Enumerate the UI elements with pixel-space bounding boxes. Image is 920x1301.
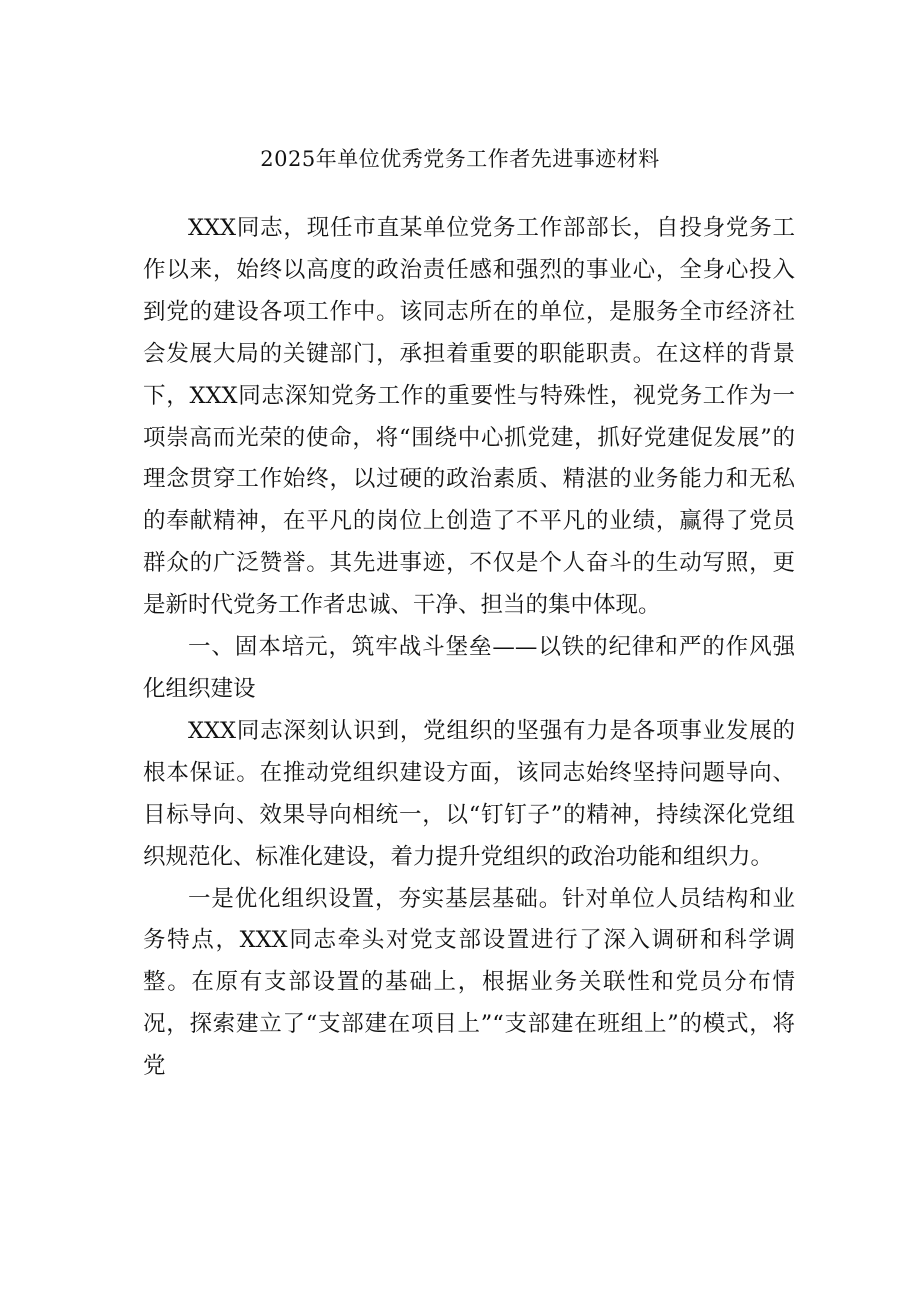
paragraph-section-1: XXX同志深刻认识到，党组织的坚强有力是各项事业发展的根本保证。在推动党组织建设方面，该同志始终坚持问题导向、目标导向、效果导向相统一，以“钉钉子”的精神，持续深化党组织规范化、标准化建设，着力提升党组织的政治功能和组织力。 xyxy=(143,717,795,870)
paragraph-point-1: 一是优化组织设置，夯实基层基础。针对单位人员结构和业务特点，XXX同志牵头对党支部设置进行了深入调研和科学调整。在原有支部设置的基础上，根据业务关联性和党员分布情况，探索建立了“支部建在项目上”“支部建在班组上”的模式，将党 xyxy=(143,885,795,1080)
section-heading-1: 一、固本培元，筑牢战斗堡垒——以铁的纪律和严的作风强化组织建设 xyxy=(143,634,795,702)
document-body xyxy=(143,208,795,1088)
paragraph-intro: XXX同志，现任市直某单位党务工作部部长，自投身党务工作以来，始终以高度的政治责任感和强烈的事业心，全身心投入到党的建设各项工作中。该同志所在的单位，是服务全市经济社会发展大局的关键部门，承担着重要的职能职责。在这样的背景下，XXX同志深知党务工作的重要性与特殊性，视党务工作为一项崇高而光荣的使命，将“围绕中心抓党建，抓好党建促发展”的理念贯穿工作始终，以过硬的政治素质、精湛的业务能力和无私的奉献精神，在平凡的岗位上创造了不平凡的业绩，赢得了党员群众的广泛赞誉。其先进事迹，不仅是个人奋斗的生动写照，更是新时代党务工作者忠诚、干净、担当的集中体现。 xyxy=(143,215,795,619)
document-title: 2025年单位优秀党务工作者先进事迹材料 xyxy=(260,147,660,171)
